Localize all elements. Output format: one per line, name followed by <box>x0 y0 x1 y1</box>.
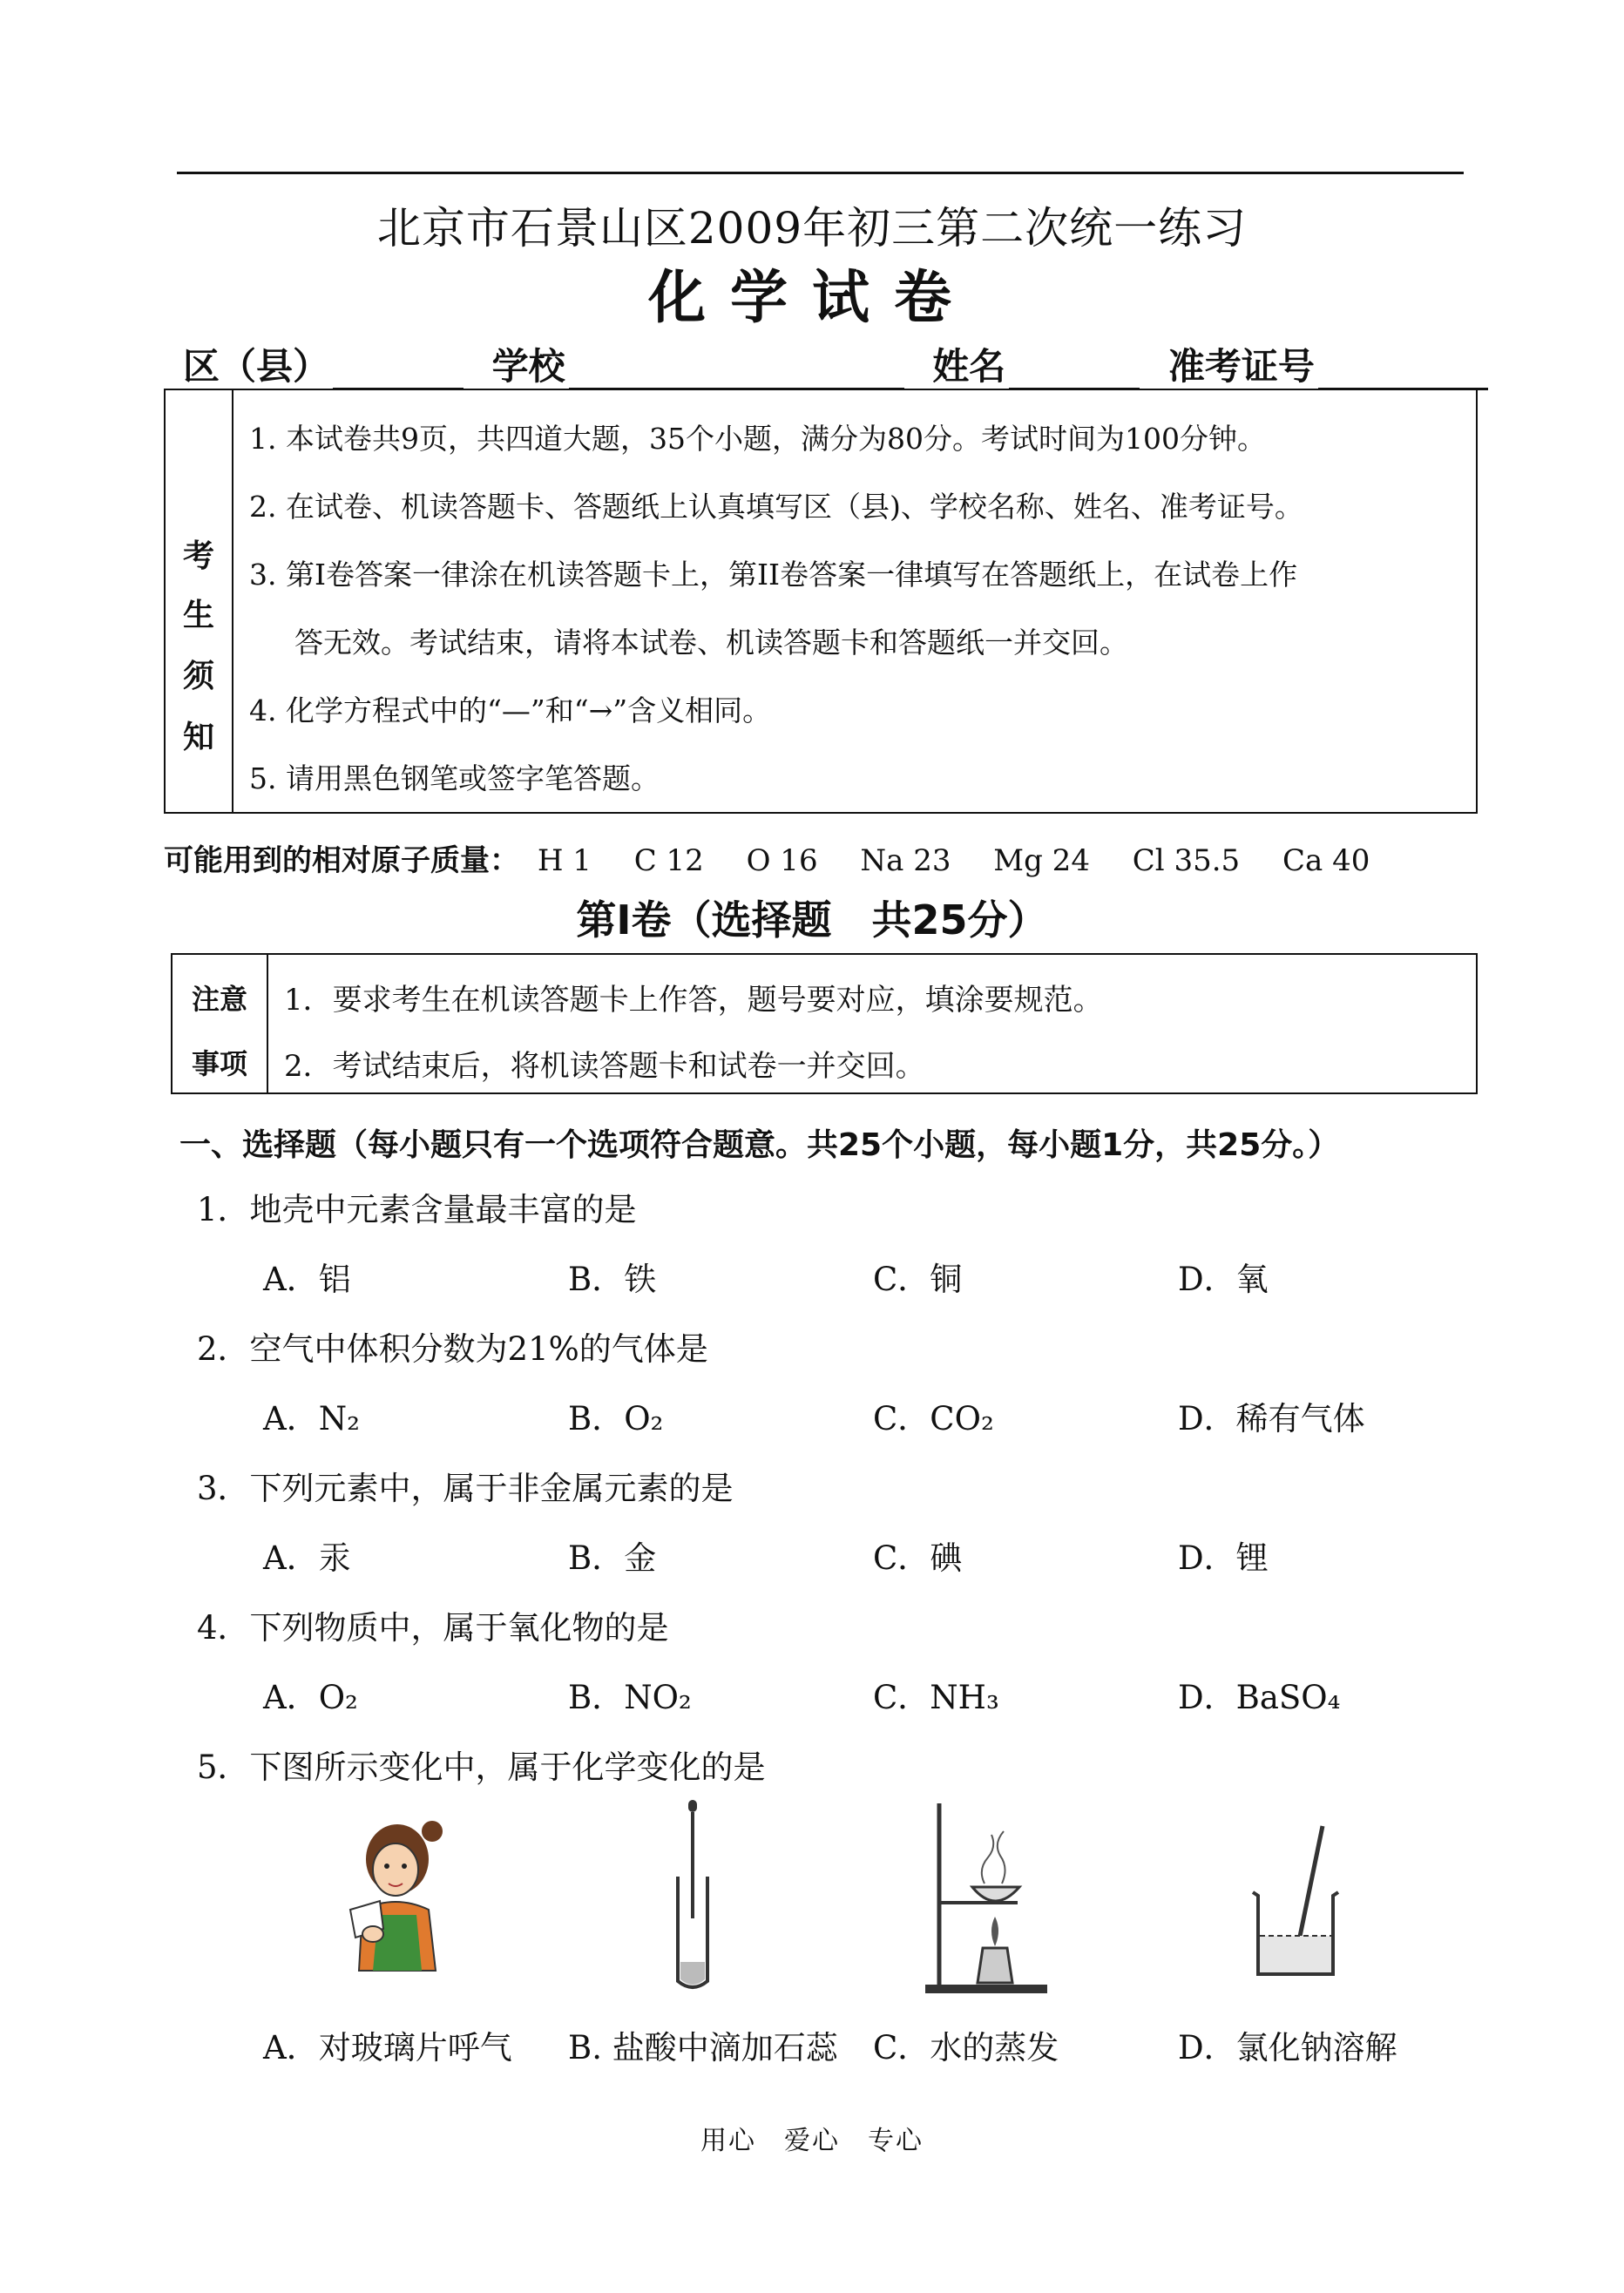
notice-item: 5. 请用黑色钢笔或签字笔答题。 <box>249 761 660 795</box>
question-stem: 5．下图所示变化中，属于化学变化的是 <box>197 1748 766 1786</box>
option-b: B. 盐酸中滴加石蕊 <box>568 2029 838 2066</box>
option-a: A．N₂ <box>263 1400 360 1437</box>
attention-item: 2．考试结束后，将机读答题卡和试卷一并交回。 <box>284 1049 925 1084</box>
option-a: A．铝 <box>263 1261 351 1298</box>
option-b: B．金 <box>568 1539 657 1577</box>
school-label: 学校 <box>491 345 565 388</box>
notice-item: 2. 在试卷、机读答题卡、答题纸上认真填写区（县)、学校名称、姓名、准考证号。 <box>249 490 1303 524</box>
girl-breathing-on-glass-illustration <box>338 1814 460 1975</box>
attention-item: 1．要求考生在机读答题卡上作答，题号要对应，填涂要规范。 <box>284 983 1103 1018</box>
notice-side-label: 考 生 须 知 <box>166 390 233 812</box>
question-stem: 3．下列元素中，属于非金属元素的是 <box>197 1470 734 1507</box>
notice-item: 4. 化学方程式中的“—”和“→”含义相同。 <box>249 693 772 727</box>
evaporating-dish-on-stand-illustration <box>922 1800 1052 1996</box>
name-blank[interactable] <box>1009 353 1140 390</box>
beaker-with-stirring-rod-illustration <box>1246 1823 1350 1984</box>
exam-title: 北京市石景山区2009年初三第二次统一练习 <box>376 203 1248 254</box>
notice-item: 3. 第I卷答案一律涂在机读答题卡上，第II卷答案一律填写在答题纸上，在试卷上作 <box>249 558 1298 592</box>
question-stem: 1．地壳中元素含量最丰富的是 <box>197 1191 637 1228</box>
name-label: 姓名 <box>932 345 1006 388</box>
option-b: B．O₂ <box>568 1400 664 1437</box>
exam-subtitle: 化学试卷 <box>648 264 976 331</box>
page-footer: 用心 爱心 专心 <box>700 2126 924 2156</box>
school-blank[interactable] <box>569 353 904 390</box>
option-c: C．铜 <box>873 1261 963 1298</box>
candidate-notice-box <box>164 389 1478 814</box>
part-title: 一、选择题（每小题只有一个选项符合题意。共25个小题，每小题1分，共25分。） <box>179 1127 1340 1163</box>
notice-item: 答无效。考试结束，请将本试卷、机读答题卡和答题纸一并交回。 <box>294 626 1128 659</box>
district-blank[interactable] <box>333 353 464 390</box>
option-d: D．氧 <box>1178 1261 1269 1298</box>
option-a: A．汞 <box>263 1539 351 1577</box>
option-b: B．NO₂ <box>568 1679 692 1716</box>
exam-number-blank[interactable] <box>1318 353 1488 390</box>
option-c: C．水的蒸发 <box>873 2029 1059 2066</box>
test-tube-with-dropper-illustration <box>662 1796 723 1992</box>
attention-side-label: 注意 事项 <box>173 955 268 1092</box>
option-c: C．CO₂ <box>873 1400 994 1437</box>
option-d: D．锂 <box>1178 1539 1269 1577</box>
question-stem: 4．下列物质中，属于氧化物的是 <box>197 1609 669 1647</box>
question-stem: 2．空气中体积分数为21%的气体是 <box>197 1330 708 1368</box>
option-d: D．氯化钠溶解 <box>1178 2029 1397 2066</box>
exam-number-label: 准考证号 <box>1167 345 1315 388</box>
atomic-mass-line: 可能用到的相对原子质量： H 1 C 12 O 16 Na 23 Mg 24 Cl 35.5 Ca 40 <box>164 843 1370 878</box>
atomic-mass-label: 可能用到的相对原子质量： <box>164 843 519 878</box>
option-d: D．稀有气体 <box>1178 1400 1365 1437</box>
option-b: B．铁 <box>568 1261 657 1298</box>
section-title: 第I卷（选择题 共25分） <box>576 896 1048 944</box>
top-rule <box>177 172 1464 174</box>
option-c: C．碘 <box>873 1539 963 1577</box>
option-a: A．O₂ <box>263 1679 358 1716</box>
option-d: D．BaSO₄ <box>1178 1679 1341 1716</box>
option-c: C．NH₃ <box>873 1679 999 1716</box>
candidate-info-line <box>183 338 1492 390</box>
option-a: A．对玻璃片呼气 <box>263 2029 512 2066</box>
district-label: 区（县） <box>183 345 330 388</box>
attention-box <box>171 953 1478 1094</box>
notice-item: 1. 本试卷共9页，共四道大题，35个小题，满分为80分。考试时间为100分钟。 <box>249 422 1266 456</box>
